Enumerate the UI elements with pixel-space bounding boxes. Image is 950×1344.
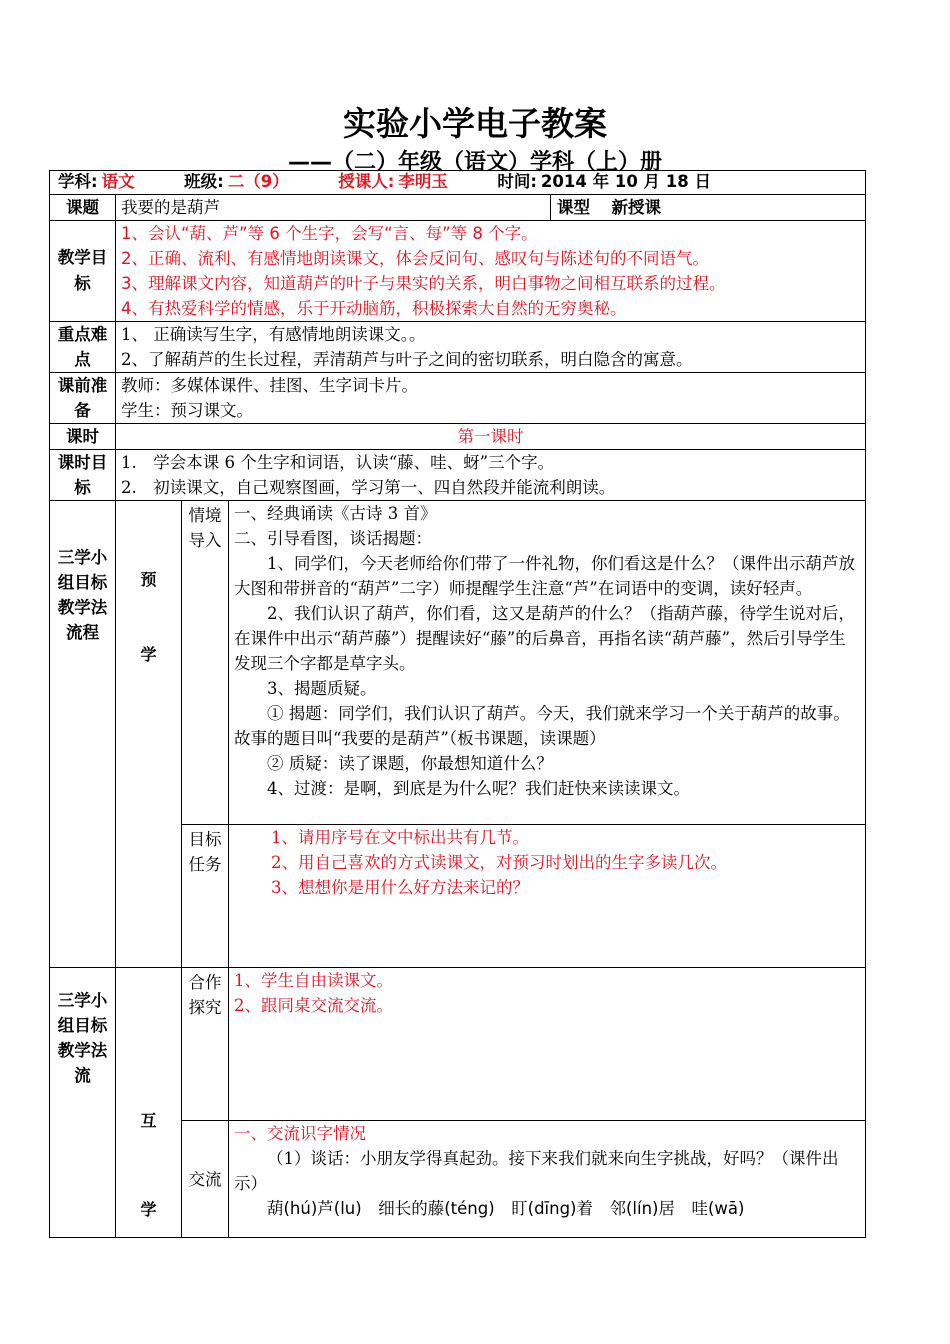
stage-exchange <box>182 1121 229 1238</box>
goals-content <box>116 221 866 322</box>
page-title: 实验小学电子教案 <box>343 104 607 143</box>
period-goal-item: 2. 初读课文，自己观察图画，学习第一、四自然段并能流利朗读。 <box>121 478 616 497</box>
stage-situation <box>182 501 229 825</box>
exchange-line: 葫(hú)芦(lu) 细长的藤(téng) 盯(dīng)着 邻(lín)居 哇(wā) <box>267 1199 745 1218</box>
topic-value: 我要的是葫芦 <box>116 195 551 221</box>
stage-target-text: 目标任务 <box>188 830 222 874</box>
target-content <box>229 825 866 968</box>
page-subtitle: ——（二）年级（语文）学科（上）册 <box>287 150 662 175</box>
stage-exchange-text: 交流 <box>188 1169 222 1189</box>
period-goal-item: 1. 学会本课 6 个生字和词语，认读“藤、哇、蚜”三个字。 <box>121 453 555 472</box>
situation-content <box>229 501 866 825</box>
prep-content <box>116 373 866 424</box>
situation-line: 4、过渡：是啊，到底是为什么呢？我们赶快来读读课文。 <box>267 779 690 798</box>
situation-line: 一、经典诵读《古诗 3 首》 <box>234 504 437 523</box>
subject-value: 语文 <box>101 172 135 191</box>
target-line: 1、请用序号在文中标出共有几节。 <box>271 828 529 847</box>
subject-label: 学科: <box>58 172 98 191</box>
target-line: 3、想想你是用什么好方法来记的？ <box>271 878 529 897</box>
teacher-value: 李明玉 <box>398 172 448 191</box>
goals-label-text: 教学目标 <box>57 248 108 293</box>
class-label: 班级: <box>184 172 224 191</box>
stage-target <box>182 825 229 968</box>
stage-situation-text: 情境导入 <box>188 506 222 550</box>
period-label: 课时 <box>50 424 116 450</box>
class-value: 二（9） <box>227 172 289 191</box>
period-value: 第一课时 <box>116 424 866 450</box>
flow-side-label-2-text: 三学小组目标教学法流 <box>57 991 108 1085</box>
period-goals-label <box>50 450 116 501</box>
header-info-row <box>50 171 866 195</box>
situation-line: 二、引导看图，谈话揭题： <box>234 529 432 548</box>
flow-side-label-2 <box>50 968 116 1238</box>
keypoints-label-text: 重点难点 <box>57 325 108 369</box>
phase-mutuallearn-char-2: 学 <box>140 1200 157 1219</box>
lesson-plan-table <box>49 170 866 1238</box>
flow-side-label-text: 三学小组目标教学法流程 <box>57 548 108 642</box>
situation-line: 1、同学们，今天老师给你们带了一件礼物，你们看这是什么？（课件出示葫芦放大图和带拼音的“葫芦”二字）师提醒学生注意“芦”在词语中的变调，读好轻声。 <box>234 554 855 598</box>
teacher-label: 授课人: <box>338 172 395 191</box>
goal-item: 4、有热爱科学的情感，乐于开动脑筋，积极探索大自然的无穷奥秘。 <box>121 299 627 318</box>
goal-item: 1、会认“葫、芦”等 6 个生字，会写“言、每”等 8 个字。 <box>121 224 538 243</box>
coop-line: 1、学生自由读课文。 <box>234 971 393 990</box>
period-goals-label-text: 课时目标 <box>57 453 108 497</box>
coop-line: 2、跟同桌交流交流。 <box>234 996 393 1015</box>
situation-line: 2、我们认识了葫芦，你们看，这又是葫芦的什么？（指葫芦藤，待学生说对后，在课件中出示“葫芦藤”）提醒读好“藤”的后鼻音，再指名读“葫芦藤”，然后引导学生发现三个字都是草字头。 <box>234 604 855 673</box>
target-line: 2、用自己喜欢的方式读课文，对预习时划出的生字多读几次。 <box>271 853 727 872</box>
prep-item: 教师：多媒体课件、挂图、生字词卡片。 <box>121 376 418 395</box>
phase-prelearn <box>116 501 182 968</box>
phase-prelearn-char-1: 预 <box>140 570 157 589</box>
stage-coop-text: 合作探究 <box>188 973 222 1017</box>
situation-line: ② 质疑：读了课题，你最想知道什么？ <box>267 754 553 773</box>
flow-side-label <box>50 501 116 968</box>
exchange-line: （1）谈话：小朋友学得真起劲。接下来我们就来向生字挑战，好吗？（课件出示） <box>234 1149 839 1193</box>
time-label: 时间: <box>497 172 537 191</box>
phase-mutuallearn <box>116 968 182 1238</box>
situation-line: ① 揭题：同学们，我们认识了葫芦。今天，我们就来学习一个关于葫芦的故事。故事的题目叫“我要的是葫芦”（板书课题，读课题） <box>234 704 850 748</box>
exchange-line: 一、交流识字情况 <box>234 1124 366 1143</box>
situation-line: 3、揭题质疑。 <box>267 679 377 698</box>
period-goals-content <box>116 450 866 501</box>
goal-item: 3、理解课文内容，知道葫芦的叶子与果实的关系，明白事物之间相互联系的过程。 <box>121 274 726 293</box>
prep-label <box>50 373 116 424</box>
topic-label: 课题 <box>50 195 116 221</box>
prep-item: 学生：预习课文。 <box>121 401 253 420</box>
prep-label-text: 课前准备 <box>57 376 108 420</box>
stage-coop <box>182 968 229 1121</box>
lesson-type-value: 新授课 <box>611 198 661 217</box>
keypoints-label <box>50 322 116 373</box>
phase-prelearn-char-2: 学 <box>140 645 157 664</box>
keypoints-content <box>116 322 866 373</box>
goal-item: 2、正确、流利、有感情地朗读课文，体会反问句、感叹句与陈述句的不同语气。 <box>121 249 709 268</box>
keypoint-item: 1、 正确读写生字，有感情地朗读课文。。 <box>121 325 426 344</box>
goals-label <box>50 221 116 322</box>
keypoint-item: 2、了解葫芦的生长过程，弄清葫芦与叶子之间的密切联系，明白隐含的寓意。 <box>121 350 693 369</box>
phase-mutuallearn-char-1: 互 <box>140 1111 157 1130</box>
lesson-type-label: 课型 <box>557 198 590 217</box>
coop-content <box>229 968 866 1121</box>
lesson-type-cell <box>551 195 866 221</box>
exchange-content <box>229 1121 866 1238</box>
time-value: 2014 年 10 月 18 日 <box>540 172 711 191</box>
